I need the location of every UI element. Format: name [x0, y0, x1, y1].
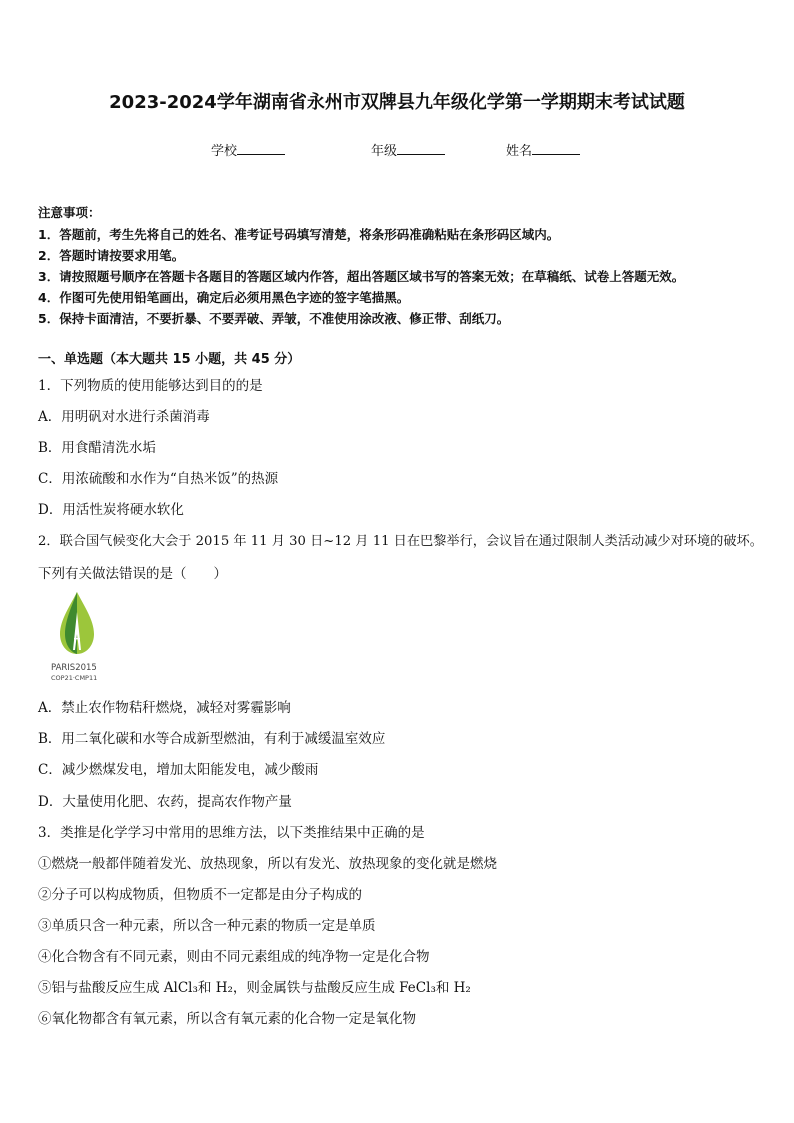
notice-item: 2．答题时请按要求用笔。: [38, 248, 185, 263]
question-1-stem: 1．下列物质的使用能够达到目的的是: [38, 378, 263, 394]
notice-item: 5．保持卡面清洁，不要折暴、不要弄破、弄皱，不准使用涂改液、修正带、刮纸刀。: [38, 311, 510, 326]
page-title: 2023-2024学年湖南省永州市双牌县九年级化学第一学期期末考试试题: [109, 92, 685, 113]
logo-text-paris: PARIS2015: [51, 663, 97, 673]
question-3-item-2: ②分子可以构成物质，但物质不一定都是由分子构成的: [38, 887, 362, 903]
name-label: 姓名: [506, 144, 533, 159]
school-field[interactable]: [211, 140, 285, 159]
question-3-item-5: ⑤铝与盐酸反应生成 AlCl₃和 H₂，则金属铁与盐酸反应生成 FeCl₃和 H₂: [38, 980, 471, 996]
question-3-item-4: ④化合物含有不同元素，则由不同元素组成的纯净物一定是化合物: [38, 949, 430, 965]
notice-heading: 注意事项：: [38, 205, 101, 220]
school-label: 学校: [211, 144, 238, 159]
question-2-option-b: B．用二氧化碳和水等合成新型燃油，有利于减缓温室效应: [38, 731, 386, 747]
notice-item: 1．答题前，考生先将自己的姓名、准考证号码填写清楚，将条形码准确粘贴在条形码区域内。: [38, 227, 560, 242]
question-2-stem-line-1: 2．联合国气候变化大会于 2015 年 11 月 30 日~12 月 11 日在巴黎举行，会议旨在通过限制人类活动减少对环境的破坏。: [38, 534, 763, 549]
question-2-option-a: A．禁止农作物秸秆燃烧，减轻对雾霾影响: [38, 700, 291, 716]
question-1-option-b: B．用食醋清洗水垢: [38, 440, 156, 456]
paris2015-logo-icon: [48, 590, 106, 682]
question-2-stem-line-2: 下列有关做法错误的是（ ）: [38, 566, 227, 582]
notice-item: 3．请按照题号顺序在答题卡各题目的答题区域内作答，超出答题区域书写的答案无效；在草稿纸、试卷上答题无效。: [38, 269, 685, 284]
name-field[interactable]: [506, 140, 580, 159]
question-3-item-6: ⑥氧化物都含有氧元素，所以含有氧元素的化合物一定是氧化物: [38, 1011, 416, 1027]
question-2-option-d: D．大量使用化肥、农药，提高农作物产量: [38, 794, 292, 810]
question-1-option-d: D．用活性炭将硬水软化: [38, 502, 184, 518]
notice-item: 4．作图可先使用铅笔画出，确定后必须用黑色字迹的签字笔描黑。: [38, 290, 410, 305]
notice-block: [38, 203, 778, 329]
grade-field[interactable]: [371, 140, 445, 159]
question-1-option-a: A．用明矾对水进行杀菌消毒: [38, 409, 210, 425]
logo-text-cop: COP21·CMP11: [51, 674, 98, 682]
section-heading: 一、单选题（本大题共 15 小题，共 45 分）: [38, 352, 301, 367]
question-3-item-1: ①燃烧一般都伴随着发光、放热现象，所以有发光、放热现象的变化就是燃烧: [38, 856, 497, 872]
question-2-option-c: C．减少燃煤发电，增加太阳能发电，减少酸雨: [38, 762, 319, 778]
name-blank[interactable]: [532, 142, 580, 155]
grade-blank[interactable]: [397, 142, 445, 155]
school-blank[interactable]: [237, 142, 285, 155]
question-1-option-c: C．用浓硫酸和水作为“自热米饭”的热源: [38, 471, 279, 487]
grade-label: 年级: [371, 144, 398, 159]
student-info-fields: [0, 140, 794, 160]
question-3-item-3: ③单质只含一种元素，所以含一种元素的物质一定是单质: [38, 918, 376, 934]
question-3-stem: 3．类推是化学学习中常用的思维方法，以下类推结果中正确的是: [38, 825, 425, 841]
